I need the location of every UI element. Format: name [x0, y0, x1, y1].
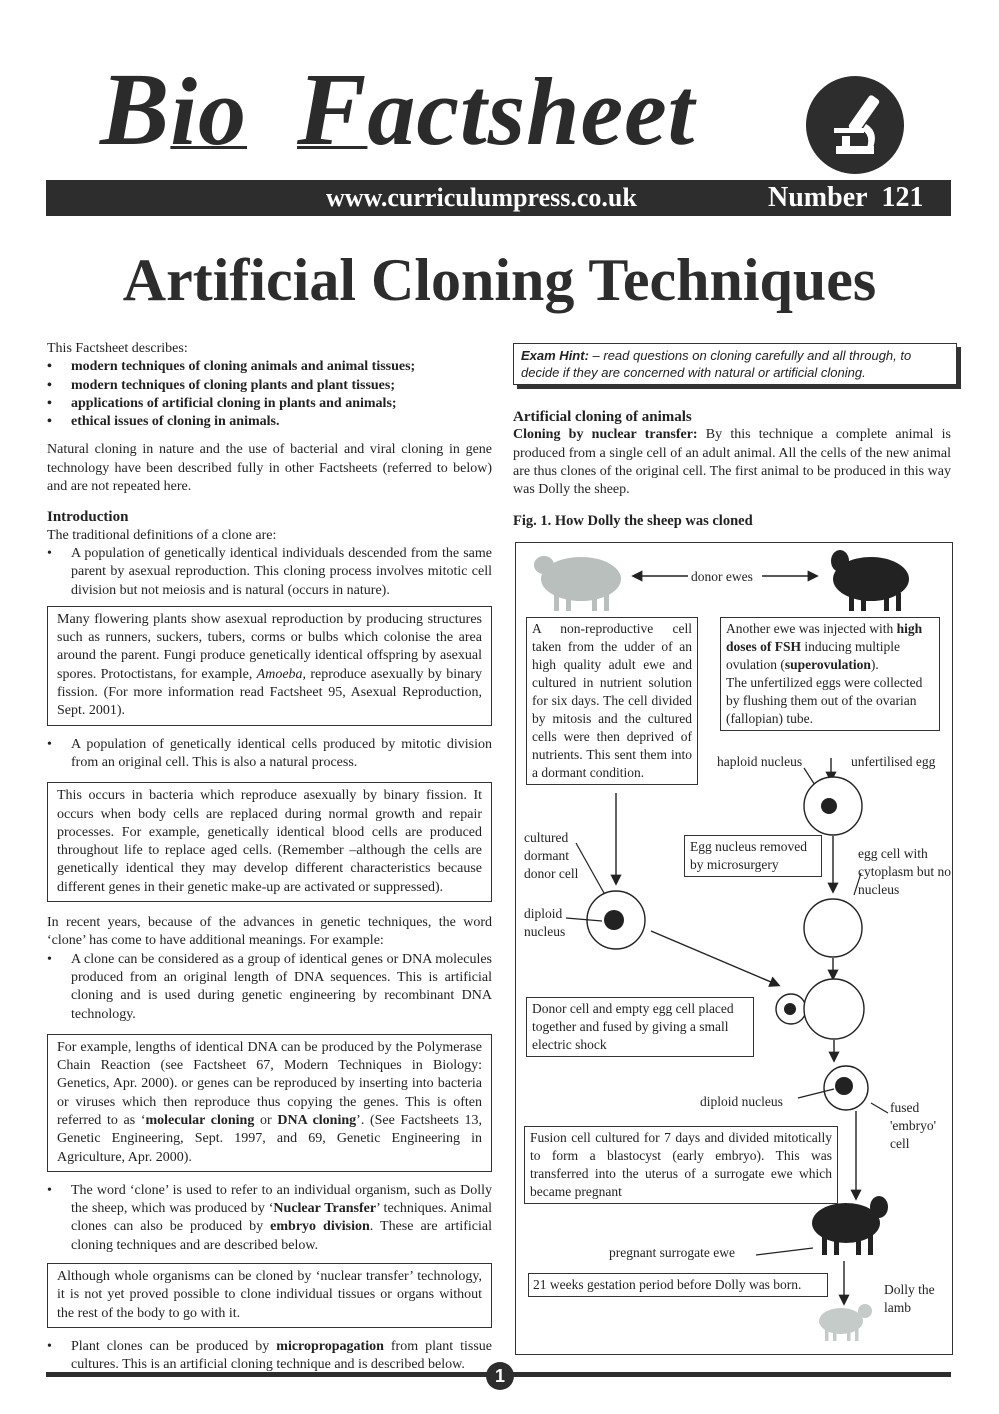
- list-item: • modern techniques of cloning plants and plant tissues;: [47, 377, 492, 395]
- dolly-figure: [515, 542, 953, 1355]
- haploid-nucleus-label: haploid nucleus: [717, 754, 803, 769]
- list-item: • applications of artificial cloning in plants and animals;: [47, 395, 492, 413]
- box-text: or: [254, 1112, 278, 1128]
- factsheet-brand: [100, 52, 696, 167]
- brand-letter-f: F: [297, 52, 368, 167]
- cultured-donor-cell-label: cultured dormant donor cell: [524, 830, 579, 881]
- molecular-cloning-term: molecular cloning: [145, 1112, 255, 1128]
- gestation-box: 21 weeks gestation period before Dolly was born.: [528, 1273, 828, 1297]
- number-value: 121: [881, 182, 924, 213]
- dolly-lamb-icon: [819, 1304, 872, 1341]
- def-text: from plant tissue cultures. This is an artificial cloning technique and is described below.: [71, 1338, 492, 1373]
- donor-ewes-label: donor ewes: [691, 569, 753, 584]
- definition-1: • A population of genetically identical individuals descended from the same parent by asexual reproduction. This cloning process involves mitotic cell division but not meiosis and is natural (occurs in nature).: [47, 545, 492, 600]
- describes-list: [47, 358, 492, 431]
- exam-hint-text: – read questions on cloning carefully and all through, to decide if they are concerned with natural or artificial cloning.: [521, 348, 912, 380]
- box-text: ).: [870, 657, 879, 672]
- box-text: reproduce asexually by binary fission. (For more information read Factsheet 95, Asexual Reproduction, Sept. 2001).: [57, 666, 482, 719]
- embryo-division-term: embryo division: [270, 1219, 370, 1235]
- non-reproductive-cell-box: A non-reproductive cell taken from the udder of an high quality adult ewe and cultured in nutrient solution for six days. The cell divided by mitosis and the cultured cells were then deprived of nutrients. This sent them into a dormant condition.: [526, 617, 698, 785]
- left-column: [47, 340, 492, 1375]
- definition-2: • A population of genetically identical cells produced by mitotic division from an original cell. This is also a natural process.: [47, 736, 492, 773]
- microscope-icon: [806, 76, 904, 174]
- surrogate-ewe-label: pregnant surrogate ewe: [609, 1245, 735, 1260]
- brand-letter-b: B: [100, 52, 171, 167]
- amoeba-text: Amoeba,: [256, 666, 307, 682]
- superovulation-box: [720, 617, 940, 731]
- box-text: inducing multiple ovulation (: [726, 639, 901, 672]
- brand-actsheet: actsheet: [367, 58, 696, 165]
- website-url[interactable]: www.curriculumpress.co.uk: [326, 183, 637, 212]
- page-title: Artificial Cloning Techniques: [122, 247, 877, 313]
- box-text: The unfertilized eggs were collected by flushing them out of the ovarian (fallopian) tube.: [726, 675, 923, 726]
- blastocyst-box: Fusion cell cultured for 7 days and divided mitotically to form a blastocyst (early embryo). This was transferred into the uterus of a surrogate ewe which became pregnant: [524, 1126, 838, 1204]
- black-sheep-icon: [831, 550, 909, 611]
- box-text: Another ewe was injected with: [726, 621, 897, 636]
- number-label: Number: [768, 182, 868, 213]
- nuclear-transfer-paragraph: [513, 426, 951, 499]
- superovulation-term: superovulation: [784, 657, 871, 672]
- box-text: For example, lengths of identical DNA can be produced by the Polymerase Chain Reaction (see Factsheet 67, Modern Techniques in Biology: Genetics, Apr. 2000). or genes can be reproduced by inserting into bacteria or viruses which then reproduce thus copying the genes. This is often referred to as ‘: [57, 1039, 482, 1128]
- list-item: • modern techniques of cloning animals and animal tissues;: [47, 358, 492, 376]
- def-text: Plant clones can be produced by: [71, 1338, 277, 1354]
- dna-cloning-term: DNA cloning: [277, 1112, 357, 1128]
- figure-title: Fig. 1. How Dolly the sheep was cloned: [513, 513, 753, 530]
- dolly-label: Dolly the lamb: [884, 1282, 935, 1315]
- definition-3: • A clone can be considered as a group of identical genes or DNA molecules produced from an original length of DNA sequences. This is artificial cloning and is used during genetic engineering by recombinant DNA technology.: [47, 951, 492, 1024]
- def-text: The word ‘clone’ is used to refer to an individual organism, such as Dolly the sheep, which was produced by ‘: [71, 1182, 492, 1217]
- dna-box: [47, 1034, 492, 1172]
- def-text: . These are artificial cloning techniques and are described below.: [71, 1219, 492, 1253]
- definition-5: [47, 1338, 492, 1375]
- asexual-box: [47, 606, 492, 726]
- fused-embryo-cell-label: fused 'embryo' cell: [890, 1100, 937, 1151]
- introduction-heading: Introduction: [47, 509, 129, 526]
- definitions-lead: The traditional definitions of a clone are:: [47, 527, 277, 543]
- unfertilised-egg-label: unfertilised egg: [851, 754, 936, 769]
- page-number: 1: [486, 1362, 514, 1390]
- list-item: • ethical issues of cloning in animals.: [47, 413, 492, 431]
- recent-paragraph: In recent years, because of the advances in genetic techniques, the word ‘clone’ has come to have additional meanings. For example:: [47, 915, 492, 949]
- grey-sheep-icon: [534, 556, 621, 611]
- right-column: [513, 408, 951, 531]
- section-heading: Artificial cloning of animals: [513, 409, 692, 425]
- nt-text: By this technique a complete animal is produced from a single cell of an adult animal. All the cells of the new animal are thus clones of the original cell. The first animal to be produced in this way was Dolly the sheep.: [513, 427, 951, 498]
- diploid-nucleus-label-2: diploid nucleus: [700, 1094, 783, 1109]
- fsh-term: high doses of FSH: [726, 621, 923, 654]
- brand-io: io: [170, 58, 248, 165]
- box-text: Many flowering plants show asexual reproduction by producing structures such as runners, suckers, tubers, corms or bulbs which colonise the area around the parent. Fungi produce genetically identical offspring by asexual spores. Protoctistans, for example,: [57, 611, 482, 682]
- intro-lead: This Factsheet describes:: [47, 341, 188, 356]
- whole-organism-box: Although whole organisms can be cloned by ‘nuclear transfer’ technology, it is not yet proved possible to clone individual tissues or organs without the rest of the body to go with it.: [47, 1263, 492, 1328]
- nuclear-transfer-term: Nuclear Transfer: [273, 1201, 377, 1217]
- bacteria-box: This occurs in bacteria which reproduce asexually by binary fission. It occurs when body cells are replaced during normal growth and repair processes. For example, genetically identical blood cells are produced throughout life to replace aged cells. (Remember –although the cells are genetically identical they may develop different characteristics because different genes in their genetic make-up are activated or suppressed).: [47, 782, 492, 902]
- exam-hint-box: [513, 343, 957, 385]
- exam-hint-label: Exam Hint:: [521, 348, 589, 363]
- egg-no-nucleus-label: egg cell with cytoplasm but no nucleus: [858, 846, 951, 897]
- box-text: ’. (See Factsheets 13, Genetic Engineering, Sept. 1997, and 69, Genetic Engineering in Agriculture, Apr. 2000).: [57, 1112, 483, 1165]
- def-text: ’ techniques. Animal clones can also be produced by: [71, 1201, 493, 1235]
- factsheet-number: [768, 180, 924, 216]
- fusion-shock-box: Donor cell and empty egg cell placed together and fused by giving a small electric shock: [526, 997, 754, 1057]
- natural-cloning-paragraph: Natural cloning in nature and the use of bacterial and viral cloning in gene technology have been described fully in other Factsheets (referred to below) and are not repeated here.: [47, 442, 492, 495]
- diploid-nucleus-label: diploid nucleus: [524, 906, 566, 939]
- egg-nucleus-removed-box: Egg nucleus removed by microsurgery: [684, 835, 822, 877]
- micropropagation-term: micropropagation: [276, 1338, 384, 1354]
- definition-4: [47, 1182, 492, 1255]
- nt-label: Cloning by nuclear transfer:: [513, 427, 698, 443]
- surrogate-sheep-icon: [812, 1196, 888, 1255]
